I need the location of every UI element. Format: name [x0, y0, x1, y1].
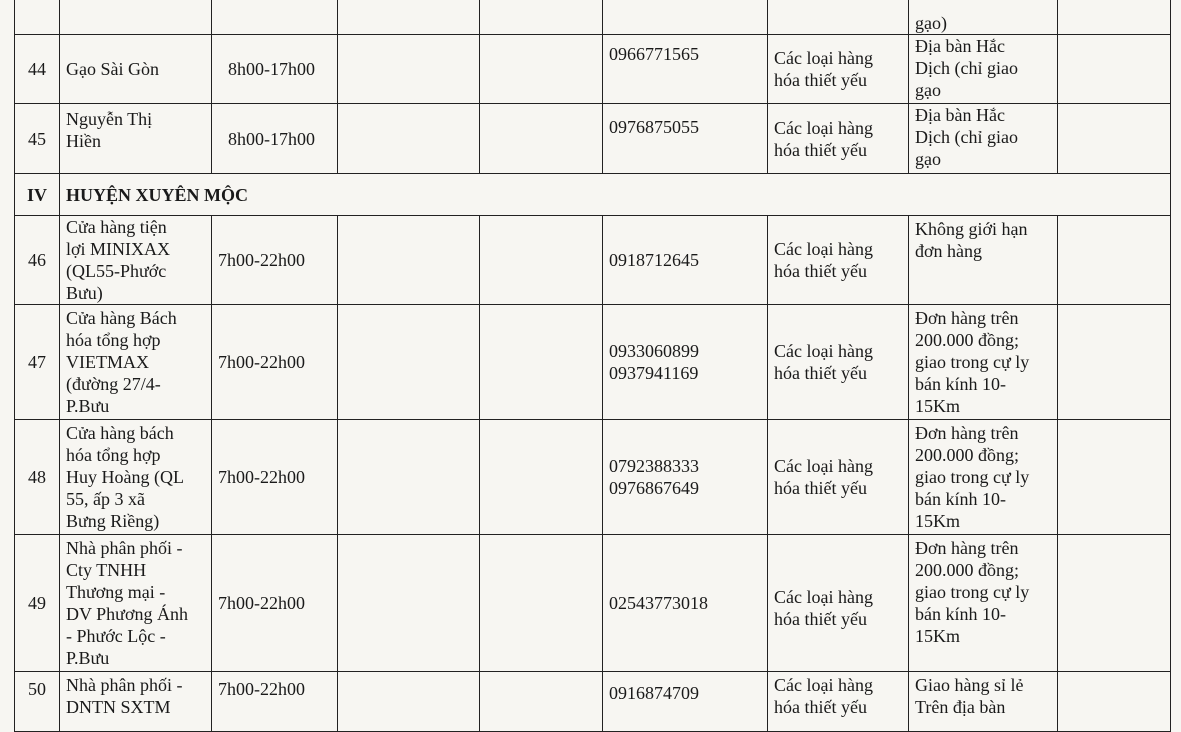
- cell-empty-2: [480, 216, 603, 305]
- cell-name: [60, 305, 212, 420]
- cell-note: [909, 0, 1058, 35]
- cell-hours: [212, 104, 338, 174]
- note-text: gạo): [915, 13, 947, 33]
- note-text: Đơn hàng trên 200.000 đồng; giao trong cự ly bán kính 10- 15Km: [915, 423, 1030, 531]
- cell-empty-1: [338, 0, 480, 35]
- store-name: Cửa hàng tiện lợi MINIXAX (QL55-Phước Bưu): [66, 217, 171, 303]
- cell-hours: [212, 216, 338, 305]
- cell-goods: [768, 535, 909, 672]
- goods-type: Các loại hàng hóa thiết yếu: [774, 675, 873, 717]
- table-row-fragment: [15, 0, 1171, 35]
- table-row: [15, 535, 1171, 672]
- cell-name: [60, 0, 212, 35]
- store-name: Cửa hàng Bách hóa tổng hợp VIETMAX (đường 27/4- P.Bưu: [66, 308, 177, 416]
- table-row: [15, 216, 1171, 305]
- goods-type: Các loại hàng hóa thiết yếu: [774, 117, 873, 160]
- cell-empty-2: [480, 0, 603, 35]
- cell-note: [909, 535, 1058, 672]
- cell-empty-1: [338, 104, 480, 174]
- row-number: 44: [28, 59, 46, 79]
- table-row: [15, 104, 1171, 174]
- row-number: 45: [28, 128, 46, 149]
- cell-empty-2: [480, 420, 603, 535]
- opening-hours: 7h00-22h00: [218, 593, 305, 613]
- phone-number: 0933060899 0937941169: [609, 341, 699, 383]
- cell-name: [60, 672, 212, 732]
- cell-no: [15, 420, 60, 535]
- note-text: Địa bàn Hắc Dịch (chỉ giao gạo: [915, 105, 1018, 169]
- store-name: Cửa hàng bách hóa tổng hợp Huy Hoàng (QL 55, ấp 3 xã Bưng Riềng): [66, 423, 184, 531]
- phone-number: 0792388333 0976867649: [609, 456, 699, 498]
- cell-note: [909, 216, 1058, 305]
- table-row: [15, 420, 1171, 535]
- cell-note: [909, 305, 1058, 420]
- cell-goods: [768, 672, 909, 732]
- cell-note: [909, 104, 1058, 174]
- cell-empty-3: [1058, 420, 1171, 535]
- store-name: Nhà phân phối - DNTN SXTM: [66, 675, 183, 717]
- cell-empty-3: [1058, 35, 1171, 104]
- goods-type: Các loại hàng hóa thiết yếu: [774, 587, 873, 629]
- cell-goods: [768, 0, 909, 35]
- opening-hours: 7h00-22h00: [218, 467, 305, 487]
- cell-no: [15, 216, 60, 305]
- cell-no: [15, 305, 60, 420]
- cell-name: [60, 104, 212, 174]
- goods-type: Các loại hàng hóa thiết yếu: [774, 456, 873, 498]
- row-number: 46: [28, 250, 46, 270]
- cell-hours: [212, 420, 338, 535]
- cell-phone: [603, 535, 768, 672]
- cell-no: [15, 104, 60, 174]
- cell-goods: [768, 305, 909, 420]
- note-text: Địa bàn Hắc Dịch (chỉ giao gạo: [915, 36, 1018, 100]
- cell-phone: [603, 420, 768, 535]
- cell-empty-1: [338, 535, 480, 672]
- phone-number: 02543773018: [609, 593, 708, 613]
- cell-note: [909, 672, 1058, 732]
- cell-empty-1: [338, 305, 480, 420]
- cell-empty-2: [480, 35, 603, 104]
- cell-empty-2: [480, 672, 603, 732]
- cell-phone: [603, 35, 768, 104]
- section-number: IV: [26, 184, 47, 205]
- row-number: 47: [28, 352, 46, 372]
- cell-empty-1: [338, 216, 480, 305]
- row-number: 49: [28, 593, 46, 613]
- cell-goods: [768, 35, 909, 104]
- cell-name: [60, 420, 212, 535]
- section-title-cell: [60, 174, 1171, 216]
- cell-goods: [768, 216, 909, 305]
- section-number-cell: [15, 174, 60, 216]
- store-name: Gạo Sài Gòn: [66, 59, 159, 79]
- cell-empty-3: [1058, 0, 1171, 35]
- row-number: 50: [28, 679, 46, 699]
- opening-hours: 7h00-22h00: [218, 250, 305, 270]
- cell-hours: [212, 0, 338, 35]
- cell-name: [60, 35, 212, 104]
- cell-empty-1: [338, 672, 480, 732]
- store-name: Nhà phân phối - Cty TNHH Thương mại - DV Phương Ánh - Phước Lộc - P.Bưu: [66, 538, 188, 668]
- table-row: [15, 35, 1171, 104]
- cell-note: [909, 35, 1058, 104]
- cell-phone: [603, 104, 768, 174]
- section-row: [15, 174, 1171, 216]
- cell-hours: [212, 305, 338, 420]
- cell-hours: [212, 535, 338, 672]
- store-name: Nguyễn Thị Hiền: [66, 109, 153, 151]
- store-table: [14, 0, 1171, 732]
- cell-empty-2: [480, 104, 603, 174]
- note-text: Đơn hàng trên 200.000 đồng; giao trong cự ly bán kính 10- 15Km: [915, 538, 1030, 646]
- opening-hours: 7h00-22h00: [218, 352, 305, 372]
- note-text: Đơn hàng trên 200.000 đồng; giao trong cự ly bán kính 10- 15Km: [915, 308, 1030, 416]
- cell-phone: [603, 0, 768, 35]
- cell-empty-1: [338, 420, 480, 535]
- cell-name: [60, 535, 212, 672]
- cell-note: [909, 420, 1058, 535]
- goods-type: Các loại hàng hóa thiết yếu: [774, 239, 873, 281]
- table-row: [15, 672, 1171, 732]
- opening-hours: 8h00-17h00: [228, 128, 315, 149]
- table-row: [15, 305, 1171, 420]
- cell-phone: [603, 216, 768, 305]
- section-title: HUYỆN XUYÊN MỘC: [66, 184, 248, 205]
- opening-hours: 8h00-17h00: [228, 59, 315, 79]
- cell-empty-2: [480, 305, 603, 420]
- cell-empty-3: [1058, 672, 1171, 732]
- opening-hours: 7h00-22h00: [218, 679, 305, 699]
- cell-goods: [768, 104, 909, 174]
- phone-number: 0916874709: [609, 683, 699, 703]
- cell-no: [15, 35, 60, 104]
- cell-empty-3: [1058, 305, 1171, 420]
- goods-type: Các loại hàng hóa thiết yếu: [774, 48, 873, 90]
- cell-empty-2: [480, 535, 603, 672]
- cell-phone: [603, 305, 768, 420]
- cell-phone: [603, 672, 768, 732]
- cell-hours: [212, 672, 338, 732]
- cell-empty-3: [1058, 104, 1171, 174]
- cell-hours: [212, 35, 338, 104]
- cell-empty-1: [338, 35, 480, 104]
- note-text: Không giới hạn đơn hàng: [915, 219, 1028, 261]
- cell-empty-3: [1058, 216, 1171, 305]
- cell-no: [15, 672, 60, 732]
- cell-goods: [768, 420, 909, 535]
- phone-number: 0976875055: [609, 117, 699, 137]
- row-number: 48: [28, 467, 46, 487]
- phone-number: 0966771565: [609, 44, 699, 64]
- phone-number: 0918712645: [609, 250, 699, 270]
- cell-no: [15, 535, 60, 672]
- note-text: Giao hàng sỉ lẻ Trên địa bàn: [915, 675, 1024, 717]
- cell-no: [15, 0, 60, 35]
- cell-empty-3: [1058, 535, 1171, 672]
- cell-name: [60, 216, 212, 305]
- goods-type: Các loại hàng hóa thiết yếu: [774, 341, 873, 383]
